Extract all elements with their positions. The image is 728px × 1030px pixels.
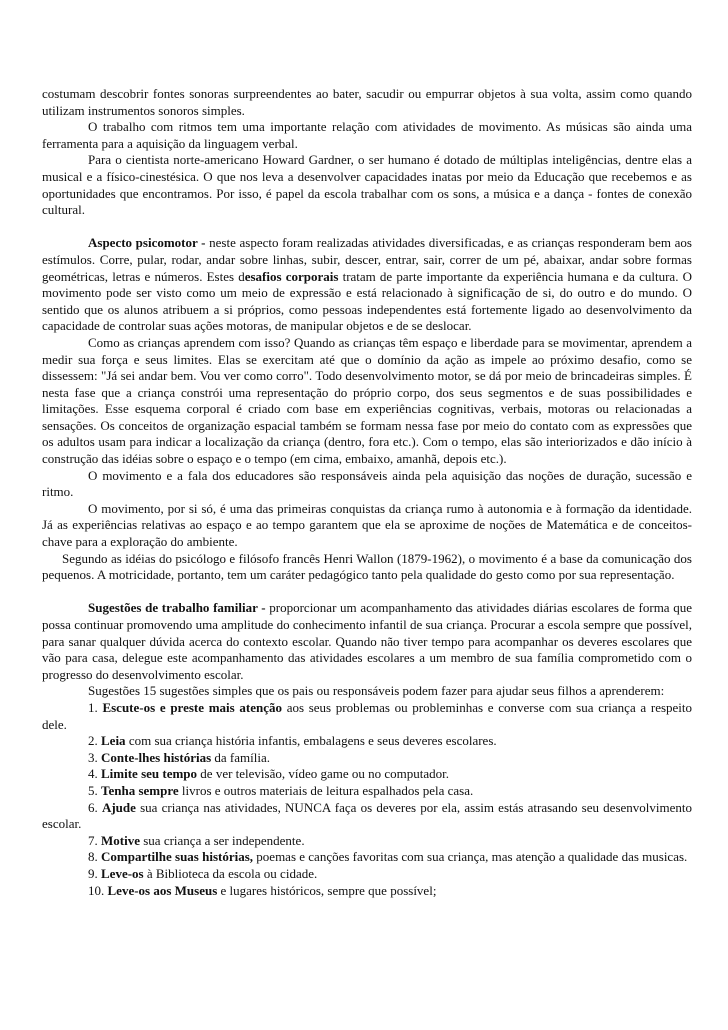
paragraph-wallon: Segundo as idéias do psicólogo e filósofo francês Henri Wallon (1879-1962), o movimento é a base da comunicação dos pequenos. A motricidade, portanto, tem um caráter pedagógico tanto pela qualidade do gesto como por sua representação. [42, 550, 692, 583]
suggestions-list [42, 700, 692, 899]
paragraph-sound-sources: costumam descobrir fontes sonoras surpreendentes ao bater, sacudir ou empurrar objetos à sua volta, assim como quando utilizam instrumentos sonoros simples. [42, 86, 692, 118]
list-item: 5. Tenha sempre livros e outros materiais de leitura espalhados pela casa. [88, 782, 474, 798]
list-item: 8. Compartilhe suas histórias, poemas e canções favoritas com sua criança, mas atenção a qualidade das musicas. [88, 849, 688, 865]
paragraph-rhythm: O trabalho com ritmos tem uma importante relação com atividades de movimento. As músicas são ainda uma ferramenta para a aquisição da linguagem verbal. [42, 119, 692, 151]
heading-family-suggestions: Sugestões de trabalho familiar - [88, 600, 266, 616]
list-item: 2. Leia com sua criança história infantis, embalagens e seus deveres escolares. [88, 733, 497, 749]
spacer [42, 219, 692, 236]
paragraph-educators-speech: O movimento e a fala dos educadores são responsáveis ainda pela aquisição das noções de duração, sucessão e ritmo. [42, 467, 692, 500]
body-challenges-bold: esafios corporais [244, 268, 339, 284]
list-item: 9. Leve-os à Biblioteca da escola ou cidade. [88, 865, 318, 881]
list-item: 6. Ajude sua criança nas atividades, NUNCA faça os deveres por ela, assim estás atrasando seu desenvolvimento escolar. [42, 799, 692, 832]
heading-psychomotor: Aspecto psicomotor - [88, 235, 206, 251]
list-item: 10. Leve-os aos Museus e lugares históricos, sempre que possível; [88, 882, 437, 898]
list-item: 4. Limite seu tempo de ver televisão, vídeo game ou no computador. [88, 766, 450, 782]
list-item: 1. Escute-os e preste mais atenção aos seus problemas ou probleminhas e converse com sua criança a respeito dele. [42, 699, 693, 732]
paragraph-how-children-learn: Como as crianças aprendem com isso? Quando as crianças têm espaço e liberdade para se movimentar, aprendem a medir sua força e seus limites. Elas se exercitam até que o domínio da ação as impele ao próximo desafio, como se dissessem: "Já sei andar bem. Vou ver como corro". Todo desenvolvimento motor, se dá por meio de brincadeiras simples. É nesta fase que a criança constrói uma representação do próprio corpo, dos seus segmentos e de suas possibilidades e limitações. Esse esquema corporal é criado com base em experiências cognitivas, verbais, motoras ou relacionadas a sensações. Os conceitos de organização espacial também se formam nessa fase por meio do contato com as expressões que os adultos usam para indicar a localização da criança (dentro, fora etc.). Com o tempo, elas são interiorizados e dão início à construção das idéias sobre o espaço e o tempo (em cima, embaixo, amanhã, depois etc.). [42, 334, 692, 467]
paragraph-family-suggestions: Sugestões de trabalho familiar - proporcionar um acompanhamento das atividades diárias escolares de forma que possa continuar promovendo uma amplitude do conhecimento infantil de sua criança. Procurar a escola sempre que possível, para sanar qualquer dúvida acerca do contexto escolar. Quando não tiver tempo para acompanhar os deveres escolares que vão para casa, delegue este acompanhamento das atividades escolares a um membro de sua família comprometido com o progresso do desenvolvimento escolar. [42, 600, 693, 682]
spacer [42, 584, 692, 601]
list-item: 3. Conte-lhes histórias da família. [88, 749, 270, 765]
list-item: 7. Motive sua criança a ser independente. [88, 832, 305, 848]
paragraph-psychomotor: Aspecto psicomotor - neste aspecto foram realizadas atividades diversificadas, e as crianças responderam bem aos estímulos. Corre, pular, rodar, andar sobre linhas, subir, descer, entrar, sair, correr de um pé, abaixar, andar sobre formas geométricas, letras e números. Estes desafios corporais tratam de parte importante da experiência humana e da cultura. O movimento pode ser visto como um meio de expressão e está relacionado à significação de si, do outro e do mundo. O sentido que os alunos atribuem a si próprios, como pessoas independentes está fortemente ligado ao desenvolvimento da capacidade de controlar suas ações motoras, de manipular objetos e de se deslocar. [42, 235, 692, 334]
paragraph-gardner: Para o cientista norte-americano Howard Gardner, o ser humano é dotado de múltiplas inteligências, dentre elas a musical e a físico-cinestésica. O que nos leva a desenvolver capacidades inatas por meio da Educação que recebemos e as oportunidades que encontramos. Por isso, é papel da escola trabalhar com os sons, a música e a dança - fontes de conexão cultural. [42, 152, 692, 218]
paragraph-autonomy: O movimento, por si só, é uma das primeiras conquistas da criança rumo à autonomia e à formação da identidade. Já as experiências relativas ao espaço e ao tempo garantem que ela se aproxime de noções de Matemática e de conceitos-chave para a exploração do ambiente. [42, 500, 692, 550]
paragraph-suggestions-intro: Sugestões 15 sugestões simples que os pais ou responsáveis podem fazer para ajudar seus filhos a aprenderem: [88, 683, 665, 699]
